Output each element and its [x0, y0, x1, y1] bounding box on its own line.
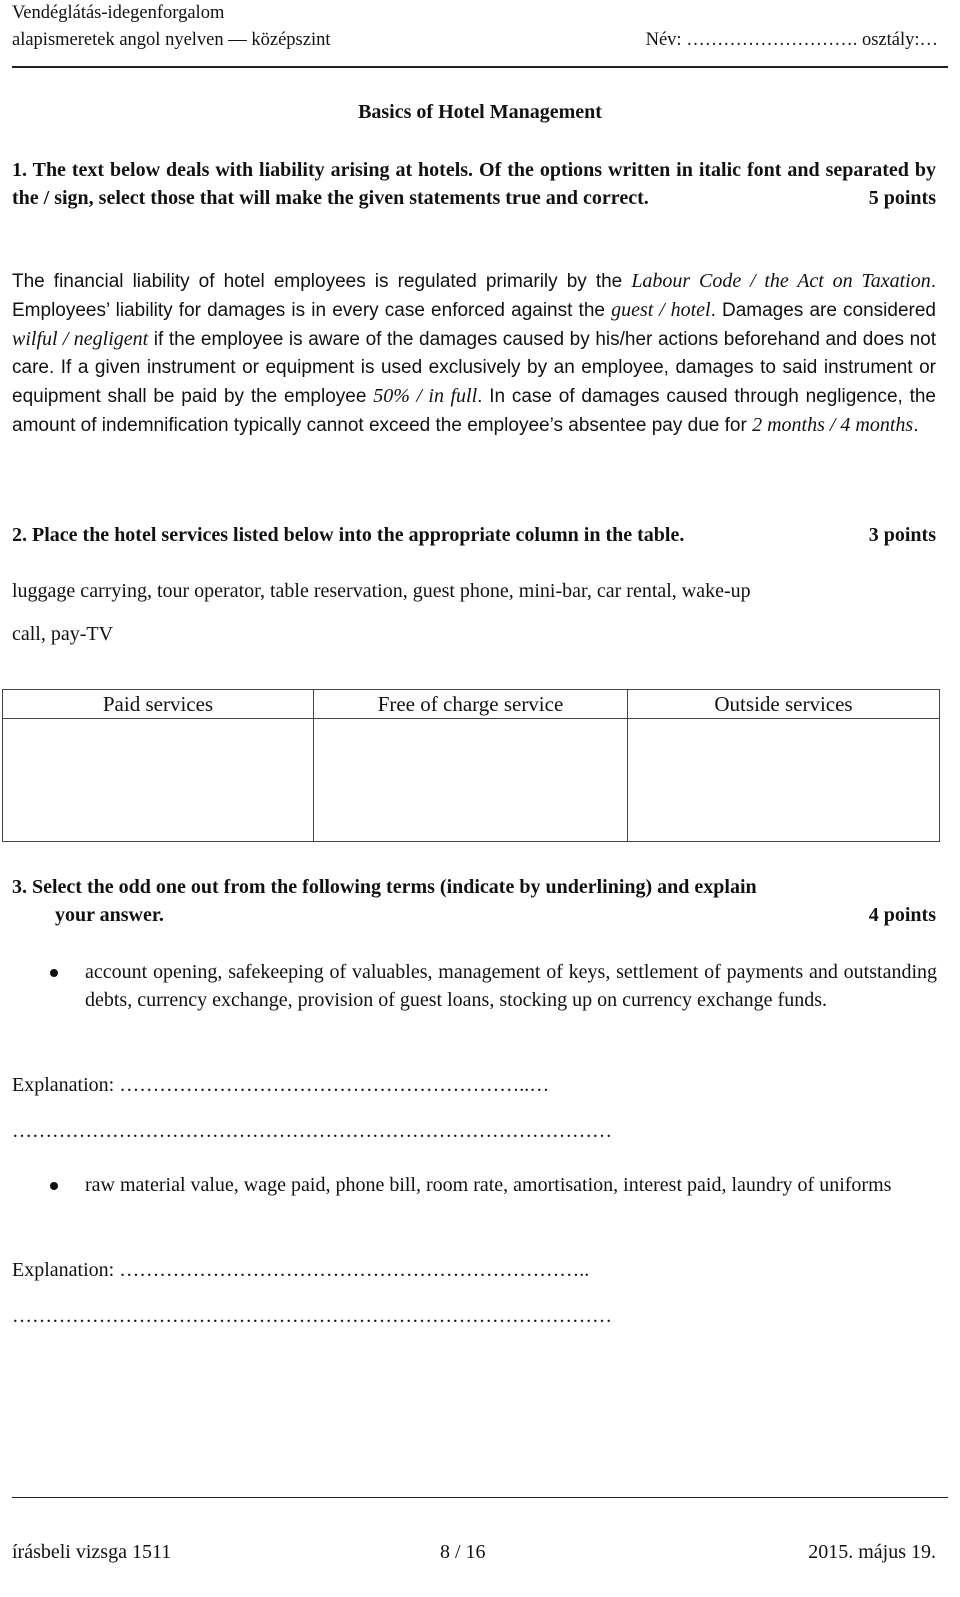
bullet-icon: [50, 1182, 58, 1190]
q1-option-5[interactable]: 2 months / 4 months: [752, 414, 914, 436]
question-1-body: [12, 267, 936, 440]
q1-text-5: . In case of damages caused through negligence, the amount of indemnification typically cannot exceed the employee’s absentee pay due for: [12, 386, 936, 436]
question-3-text-line2: your answer.: [55, 904, 164, 926]
q1-option-1[interactable]: Labour Code / the Act on Taxation: [631, 270, 931, 292]
page-title: Basics of Hotel Management: [358, 101, 602, 123]
question-3-list-1[interactable]: account opening, safekeeping of valuables, management of keys, settlement of payments and outstanding debts, currency exchange, provision of guest loans, stocking up on currency exchange funds.: [85, 961, 937, 1011]
question-1-text: 1. The text below deals with liability arising at hotels. Of the options written in italic font and separated by the / sign, select those that will make the given statements true and correct.: [12, 159, 936, 209]
cell-outside-services[interactable]: [628, 719, 940, 842]
q1-text-6: .: [913, 415, 919, 436]
q1-option-2[interactable]: guest / hotel: [611, 299, 711, 321]
cell-paid-services[interactable]: [3, 719, 314, 842]
question-2-prompt: [12, 521, 936, 549]
q1-text-4: if the employee is aware of the damages caused by his/her actions beforehand and does not care. If a given instrument or equipment is used exclusively by an employee, damages to said instrument or equipment shall be paid by the employee: [12, 329, 937, 407]
q1-text-2: . Employees’ liability for damages is in every case enforced against the: [12, 271, 936, 321]
footer-divider: [12, 1497, 948, 1498]
question-2-points: 3 points: [868, 524, 936, 546]
footer-page-number: 8 / 16: [440, 1541, 486, 1563]
explanation-1-line[interactable]: Explanation: ……………………………………………………..…: [12, 1074, 550, 1096]
header-name-field: Név: ………………………. osztály:…: [645, 30, 938, 50]
explanation-1-continuation[interactable]: ………………………………………………………………………………: [12, 1120, 612, 1142]
services-table: [2, 689, 940, 842]
footer-exam-code: írásbeli vizsga 1511: [12, 1541, 172, 1563]
cell-free-services[interactable]: [314, 719, 628, 842]
question-2-items-line1: luggage carrying, tour operator, table reservation, guest phone, mini-bar, car rental, wake-up: [12, 580, 751, 602]
column-header-outside: Outside services: [628, 690, 940, 719]
question-2-text: 2. Place the hotel services listed below into the appropriate column in the table.: [12, 524, 685, 546]
header-subject: [12, 0, 331, 54]
explanation-2-line[interactable]: Explanation: ……………………………………………………………..: [12, 1259, 590, 1281]
question-3-points: 4 points: [868, 904, 936, 926]
question-2-items-line2: call, pay-TV: [12, 623, 114, 645]
question-1-prompt: [12, 156, 936, 212]
question-3-text-line2-row: [12, 901, 936, 929]
q1-option-3[interactable]: wilful / negligent: [12, 328, 149, 350]
header-subject-line1: Vendéglátás-idegenforgalom: [12, 3, 225, 23]
q1-option-4[interactable]: 50% / in full: [373, 385, 478, 407]
column-header-paid: Paid services: [3, 690, 314, 719]
question-3-list-2[interactable]: raw material value, wage paid, phone bill, room rate, amortisation, interest paid, laundry of uniforms: [85, 1174, 892, 1196]
question-3-prompt: [12, 873, 936, 929]
column-header-free: Free of charge service: [314, 690, 628, 719]
header-subject-line2: alapismeretek angol nyelven — középszint: [12, 30, 331, 50]
question-3-text-line1: 3. Select the odd one out from the following terms (indicate by underlining) and explain: [12, 876, 757, 898]
footer-date: 2015. május 19.: [808, 1541, 936, 1563]
header-divider: [12, 66, 948, 68]
q1-text-1: The financial liability of hotel employees is regulated primarily by the: [12, 271, 632, 292]
question-1-points: 5 points: [868, 187, 936, 209]
q1-text-3: . Damages are considered: [710, 300, 936, 321]
explanation-2-continuation[interactable]: ………………………………………………………………………………: [12, 1305, 612, 1327]
bullet-icon: [50, 969, 58, 977]
